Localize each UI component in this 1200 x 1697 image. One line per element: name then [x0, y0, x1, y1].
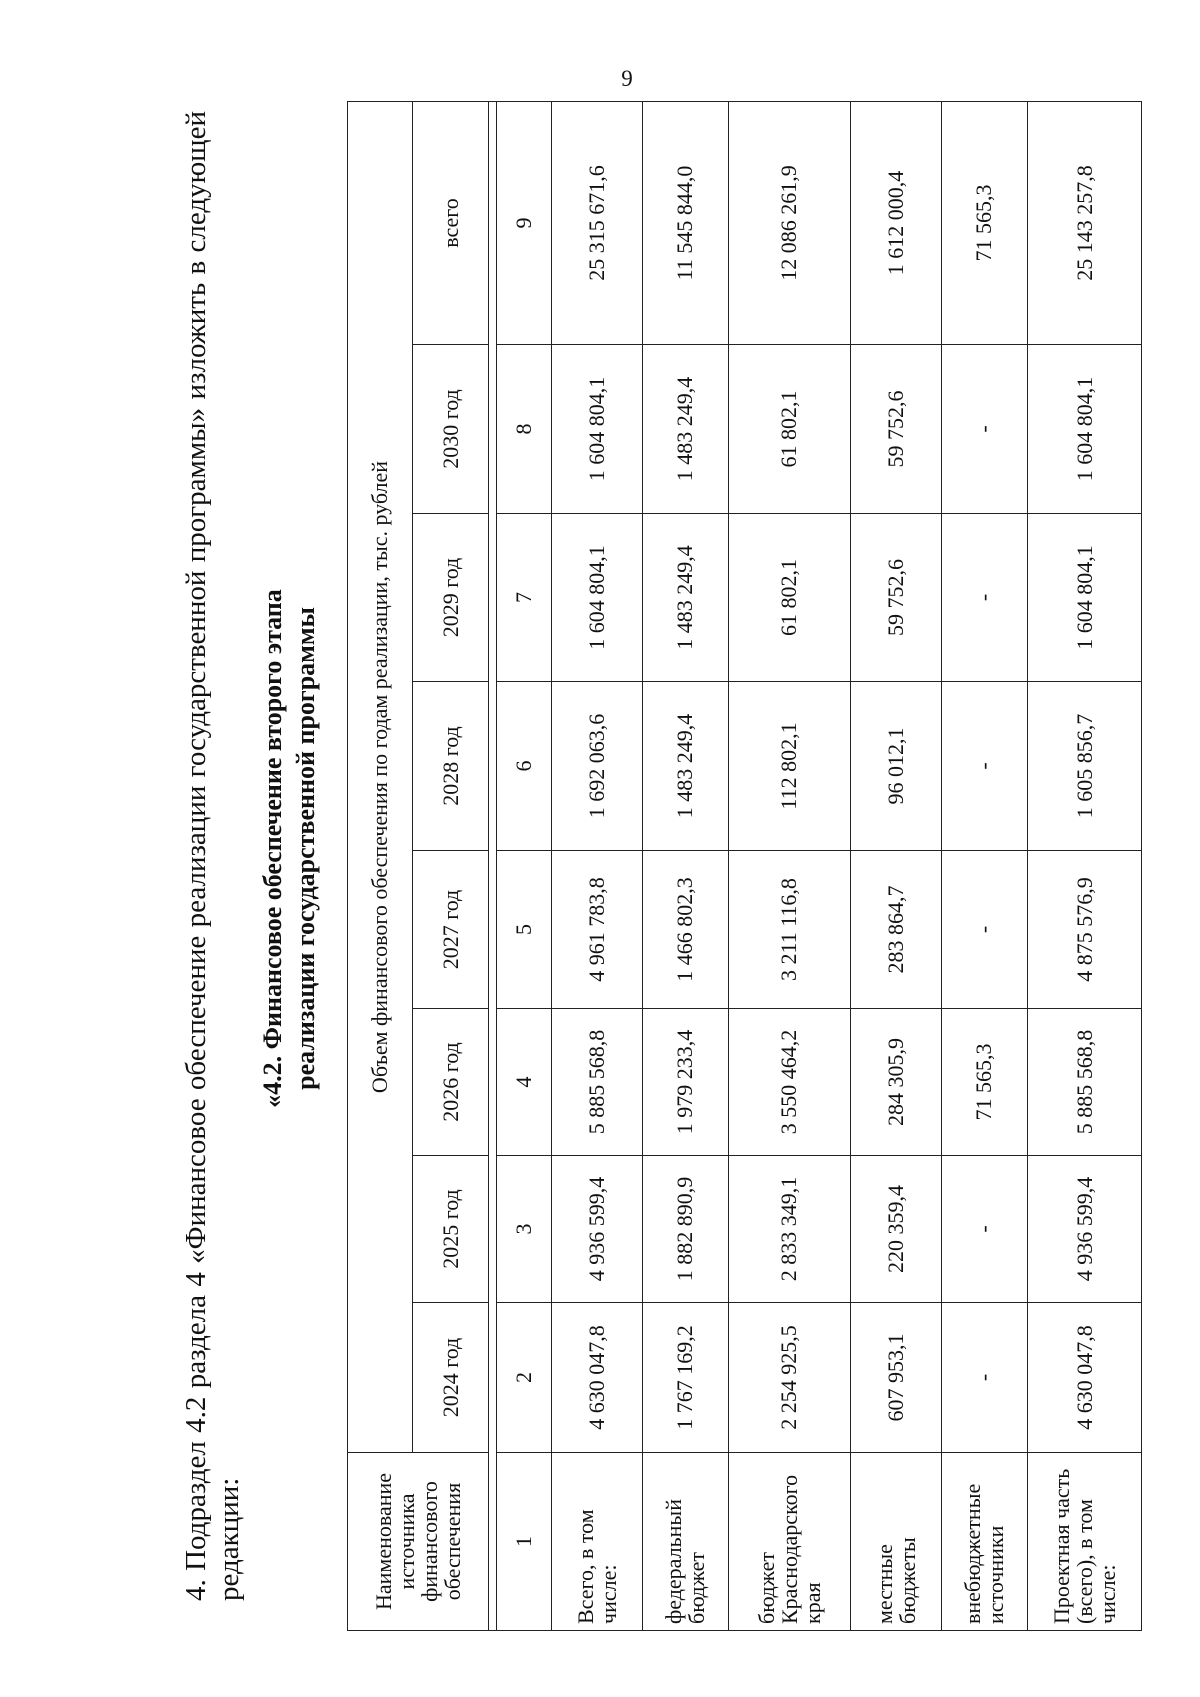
- value-cell: 1 483 249,4: [642, 345, 729, 514]
- value-cell: 1 483 249,4: [642, 682, 729, 851]
- value-cell: 59 752,6: [850, 345, 941, 514]
- header-year: 2024 год: [412, 1303, 488, 1453]
- header-source-name: Наименование источника финансового обеспечения: [348, 1453, 489, 1631]
- value-cell: 1 604 804,1: [551, 345, 642, 514]
- header-total: всего: [412, 101, 488, 344]
- value-cell: -: [941, 682, 1028, 851]
- value-cell: 61 802,1: [729, 345, 850, 514]
- header-year: 2029 год: [412, 514, 488, 682]
- section-heading: [256, 0, 322, 1697]
- value-cell: 112 802,1: [729, 682, 850, 851]
- value-cell: 1 882 890,9: [642, 1156, 729, 1303]
- value-cell: 4 936 599,4: [551, 1156, 642, 1303]
- value-cell: 71 565,3: [941, 1009, 1028, 1156]
- value-cell: 4 875 576,9: [1028, 851, 1142, 1009]
- column-number: 7: [497, 514, 551, 682]
- value-cell: 1 767 169,2: [642, 1303, 729, 1453]
- value-cell: 2 254 925,5: [729, 1303, 850, 1453]
- value-cell: 5 885 568,8: [1028, 1009, 1142, 1156]
- value-cell: 61 802,1: [729, 514, 850, 682]
- value-cell: 3 550 464,2: [729, 1009, 850, 1156]
- value-cell: 1 604 804,1: [1028, 514, 1142, 682]
- value-cell: 4 630 047,8: [551, 1303, 642, 1453]
- header-year: 2026 год: [412, 1009, 488, 1156]
- value-cell: 59 752,6: [850, 514, 941, 682]
- column-number: 1: [497, 1453, 551, 1631]
- value-cell: 11 545 844,0: [642, 101, 729, 344]
- column-number: 4: [497, 1009, 551, 1156]
- column-number: 2: [497, 1303, 551, 1453]
- column-number-row: [497, 101, 551, 1630]
- value-cell: 71 565,3: [941, 101, 1028, 344]
- page-number: 9: [621, 66, 633, 91]
- value-cell: 1 604 804,1: [551, 514, 642, 682]
- row-name: Проектная часть (всего), в том числе:: [1028, 1453, 1142, 1631]
- value-cell: -: [941, 514, 1028, 682]
- value-cell: 25 143 257,8: [1028, 101, 1142, 344]
- value-cell: 4 630 047,8: [1028, 1303, 1142, 1453]
- table-row-regional: [729, 101, 850, 1630]
- section-heading-line-1: «4.2. Финансовое обеспечение второго этапа: [258, 589, 287, 1108]
- value-cell: -: [941, 345, 1028, 514]
- column-number: 3: [497, 1156, 551, 1303]
- value-cell: -: [941, 1156, 1028, 1303]
- value-cell: 1 605 856,7: [1028, 682, 1142, 851]
- value-cell: -: [941, 1303, 1028, 1453]
- value-cell: 2 833 349,1: [729, 1156, 850, 1303]
- value-cell: 1 483 249,4: [642, 514, 729, 682]
- table-row-extrabudgetary: [941, 101, 1028, 1630]
- header-year: 2027 год: [412, 851, 488, 1009]
- header-gap: [488, 101, 497, 1630]
- header-financing-volume: Объем финансового обеспечения по годам реализации, тыс. рублей: [348, 101, 413, 1452]
- row-name: Всего, в том числе:: [551, 1453, 642, 1631]
- value-cell: 283 864,7: [850, 851, 941, 1009]
- header-year: 2025 год: [412, 1156, 488, 1303]
- row-name: местные бюджеты: [850, 1453, 941, 1631]
- table-row-total: [551, 101, 642, 1630]
- value-cell: 96 012,1: [850, 682, 941, 851]
- financing-table: [347, 101, 1142, 1631]
- value-cell: 25 315 671,6: [551, 101, 642, 344]
- table-row-federal: [642, 101, 729, 1630]
- column-number: 8: [497, 345, 551, 514]
- value-cell: 4 936 599,4: [1028, 1156, 1142, 1303]
- value-cell: 284 305,9: [850, 1009, 941, 1156]
- value-cell: 4 961 783,8: [551, 851, 642, 1009]
- table-row-local: [850, 101, 941, 1630]
- value-cell: 220 359,4: [850, 1156, 941, 1303]
- value-cell: 5 885 568,8: [551, 1009, 642, 1156]
- column-number: 5: [497, 851, 551, 1009]
- value-cell: 1 692 063,6: [551, 682, 642, 851]
- value-cell: 3 211 116,8: [729, 851, 850, 1009]
- intro-paragraph: 4. Подраздел 4.2 раздела 4 «Финансовое обеспечение реализации государственной программы» изложить в следующей редакции:: [180, 111, 245, 1601]
- header-year: 2030 год: [412, 345, 488, 514]
- header-year: 2028 год: [412, 682, 488, 851]
- column-number: 6: [497, 682, 551, 851]
- value-cell: -: [941, 851, 1028, 1009]
- table-row-project: [1028, 101, 1142, 1630]
- value-cell: 607 953,1: [850, 1303, 941, 1453]
- value-cell: 12 086 261,9: [729, 101, 850, 344]
- row-name: внебюджетные источники: [941, 1453, 1028, 1631]
- value-cell: 1 612 000,4: [850, 101, 941, 344]
- value-cell: 1 466 802,3: [642, 851, 729, 1009]
- section-heading-line-2: реализации государственной программы: [291, 607, 320, 1090]
- row-name: федеральный бюджет: [642, 1453, 729, 1631]
- value-cell: 1 604 804,1: [1028, 345, 1142, 514]
- row-name: бюджет Краснодарского края: [729, 1453, 850, 1631]
- column-number: 9: [497, 101, 551, 344]
- value-cell: 1 979 233,4: [642, 1009, 729, 1156]
